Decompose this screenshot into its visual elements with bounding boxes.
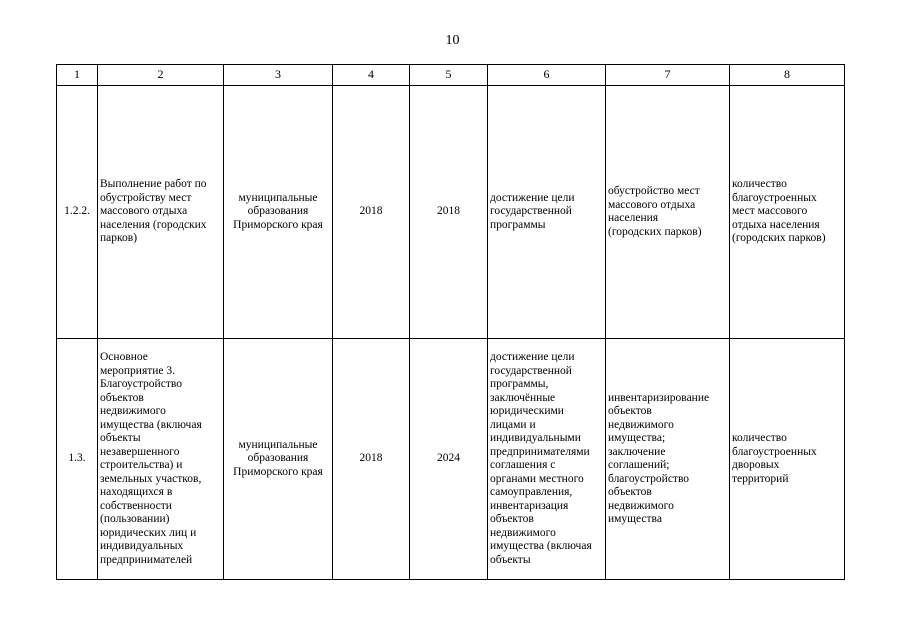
program-activities-table: [56, 64, 845, 580]
goal: достижение цели государственной программы, заключённые юридическими лицами и индивидуальными предпринимателями соглашения с органами местного самоуправления, инвентаризация объектов недвижимого имущества (включая объекты: [488, 339, 606, 580]
table-row: [57, 339, 845, 580]
column-header: 7: [606, 65, 730, 86]
indicator: количество благоустроенных дворовых территорий: [730, 339, 845, 580]
column-header: 5: [410, 65, 488, 86]
column-header: 8: [730, 65, 845, 86]
column-header: 1: [57, 65, 98, 86]
column-header: 2: [98, 65, 224, 86]
expected-result: инвентаризирование объектов недвижимого имущества; заключение соглашений; благоустройство объектов недвижимого имущества: [606, 339, 730, 580]
page-number: 10: [445, 33, 460, 48]
indicator: количество благоустроенных мест массового отдыха населения (городских парков): [730, 86, 845, 339]
executor: муниципальные образования Приморского края: [224, 339, 333, 580]
expected-result: обустройство мест массового отдыха населения (городских парков): [606, 86, 730, 339]
column-header: 6: [488, 65, 606, 86]
end-year: 2018: [410, 86, 488, 339]
activity-name: Выполнение работ по обустройству мест массового отдыха населения (городских парков): [98, 86, 224, 339]
column-number-row: [57, 65, 845, 86]
executor: муниципальные образования Приморского края: [224, 86, 333, 339]
goal: достижение цели государственной программы: [488, 86, 606, 339]
table-row: [57, 86, 845, 339]
end-year: 2024: [410, 339, 488, 580]
start-year: 2018: [333, 86, 410, 339]
activity-name: Основное мероприятие 3. Благоустройство объектов недвижимого имущества (включая объекты незавершенного строительства) и земельных участков, находящихся в собственности (пользовании) юридических лиц и индивидуальных предпринимателей: [98, 339, 224, 580]
row-number: 1.2.2.: [57, 86, 98, 339]
column-header: 3: [224, 65, 333, 86]
start-year: 2018: [333, 339, 410, 580]
row-number: 1.3.: [57, 339, 98, 580]
column-header: 4: [333, 65, 410, 86]
